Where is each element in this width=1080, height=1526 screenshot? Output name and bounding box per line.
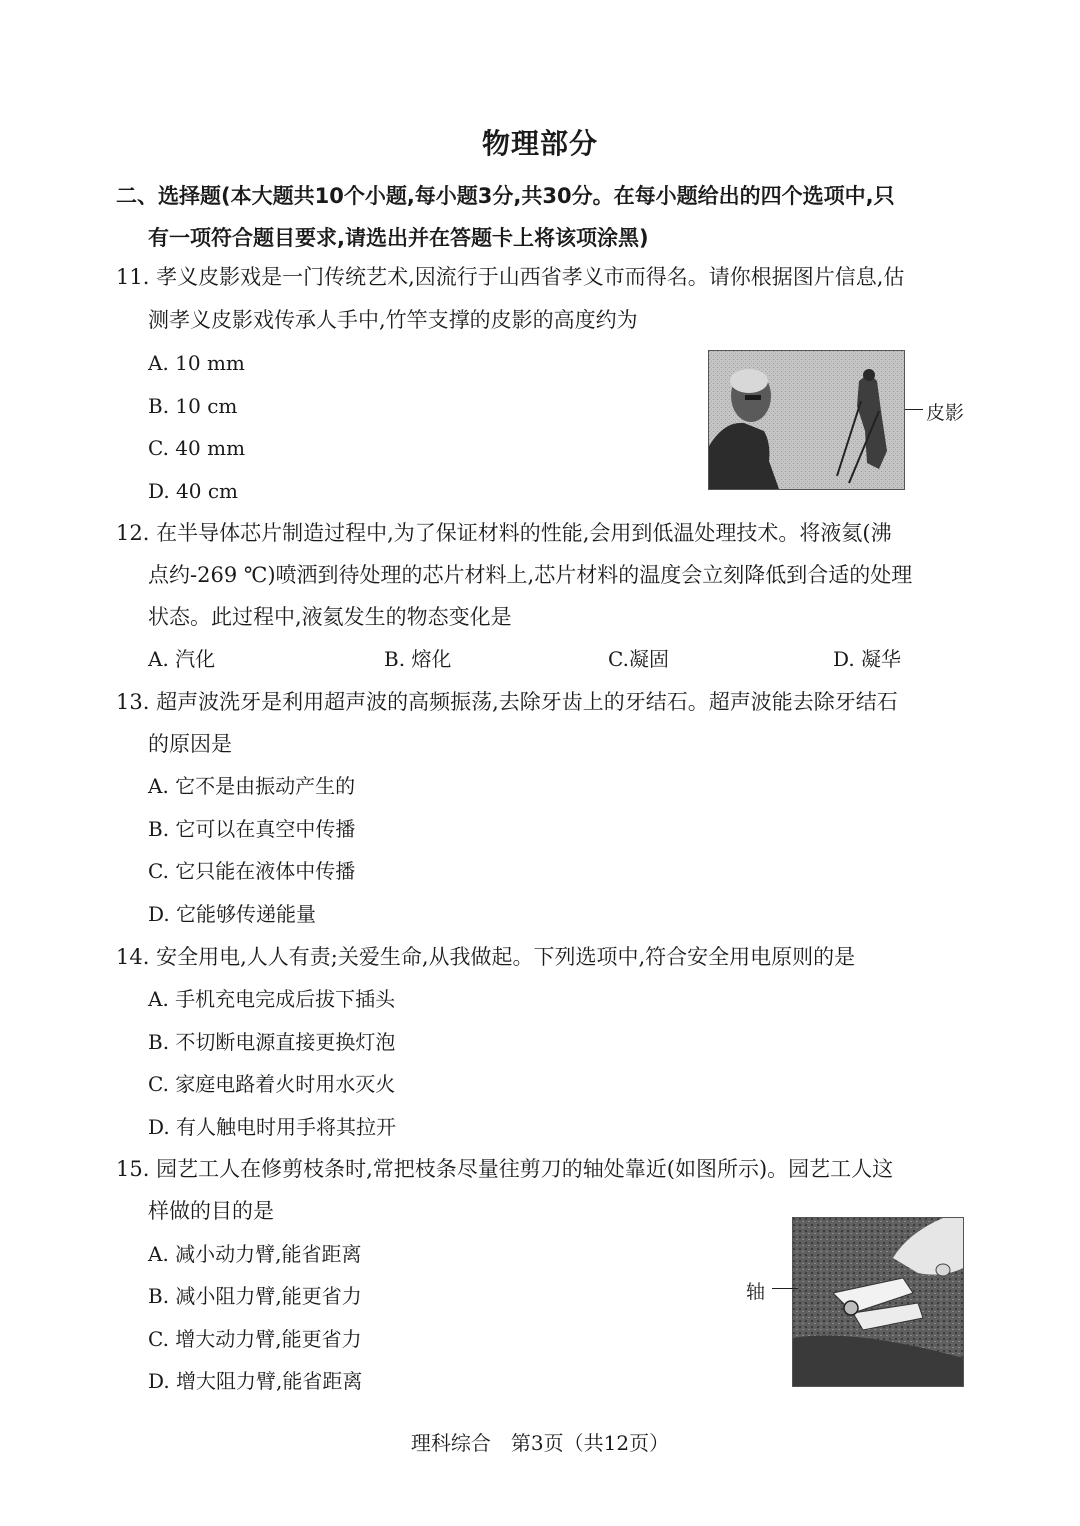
q13-option-a: A. 它不是由振动产生的 — [148, 774, 356, 798]
q15-stem-line2: 样做的目的是 — [148, 1199, 274, 1223]
q14-option-b: B. 不切断电源直接更换灯泡 — [148, 1030, 396, 1054]
axis-figure-label: 轴 — [746, 1281, 766, 1303]
q14-option-a: A. 手机充电完成后拔下插头 — [148, 987, 396, 1011]
section-header-line2: 有一项符合题目要求,请选出并在答题卡上将该项涂黑) — [148, 226, 649, 250]
shadow-puppet-illustration — [709, 351, 904, 489]
q15-option-b: B. 减小阻力臂,能更省力 — [148, 1284, 362, 1308]
q14-option-d: D. 有人触电时用手将其拉开 — [148, 1115, 397, 1139]
axis-callout-line — [772, 1288, 798, 1289]
q11-stem-line2: 测孝义皮影戏传承人手中,竹竿支撑的皮影的高度约为 — [148, 308, 638, 332]
q13-option-d: D. 它能够传递能量 — [148, 902, 317, 926]
q11-option-d: D. 40 cm — [148, 479, 239, 503]
q12-option-b: B. 熔化 — [384, 647, 452, 671]
section-header-line1: 二、选择题(本大题共10个小题,每小题3分,共30分。在每小题给出的四个选项中,只 — [116, 184, 895, 208]
q12-option-c: C.凝固 — [608, 647, 669, 671]
q13-stem-line1: 13. 超声波洗牙是利用超声波的高频振荡,去除牙齿上的牙结石。超声波能去除牙结石 — [116, 690, 898, 714]
q12-stem-line2: 点约-269 ℃)喷洒到待处理的芯片材料上,芯片材料的温度会立刻降低到合适的处理 — [148, 563, 913, 587]
q11-stem-line1: 11. 孝义皮影戏是一门传统艺术,因流行于山西省孝义市而得名。请你根据图片信息,估 — [116, 265, 905, 289]
page-title: 物理部分 — [481, 127, 598, 160]
q15-stem-line1: 15. 园艺工人在修剪枝条时,常把枝条尽量往剪刀的轴处靠近(如图所示)。园艺工人这 — [116, 1157, 894, 1181]
puppet-figure-label: 皮影 — [926, 402, 965, 424]
q15-option-c: C. 增大动力臂,能更省力 — [148, 1327, 362, 1351]
q13-option-b: B. 它可以在真空中传播 — [148, 817, 356, 841]
q12-option-d: D. 凝华 — [833, 647, 902, 671]
q12-stem-line3: 状态。此过程中,液氦发生的物态变化是 — [148, 605, 512, 629]
q12-option-a: A. 汽化 — [148, 647, 216, 671]
q15-option-d: D. 增大阻力臂,能省距离 — [148, 1369, 363, 1393]
q13-stem-line2: 的原因是 — [148, 732, 232, 756]
q14-stem-line1: 14. 安全用电,人人有责;关爱生命,从我做起。下列选项中,符合安全用电原则的是 — [116, 945, 856, 969]
q12-stem-line1: 12. 在半导体芯片制造过程中,为了保证材料的性能,会用到低温处理技术。将液氦(沸 — [116, 521, 892, 545]
puppet-callout-line — [905, 409, 923, 410]
q15-option-a: A. 减小动力臂,能省距离 — [148, 1242, 362, 1266]
page-footer: 理科综合 第3页（共12页） — [410, 1431, 670, 1455]
shadow-puppet-photo — [708, 350, 905, 490]
pruning-shears-illustration — [793, 1218, 963, 1386]
q11-option-b: B. 10 cm — [148, 394, 238, 418]
q11-option-a: A. 10 mm — [148, 351, 245, 375]
pruning-shears-photo — [792, 1217, 964, 1387]
q13-option-c: C. 它只能在液体中传播 — [148, 859, 356, 883]
q14-option-c: C. 家庭电路着火时用水灭火 — [148, 1072, 396, 1096]
q11-option-c: C. 40 mm — [148, 436, 246, 460]
